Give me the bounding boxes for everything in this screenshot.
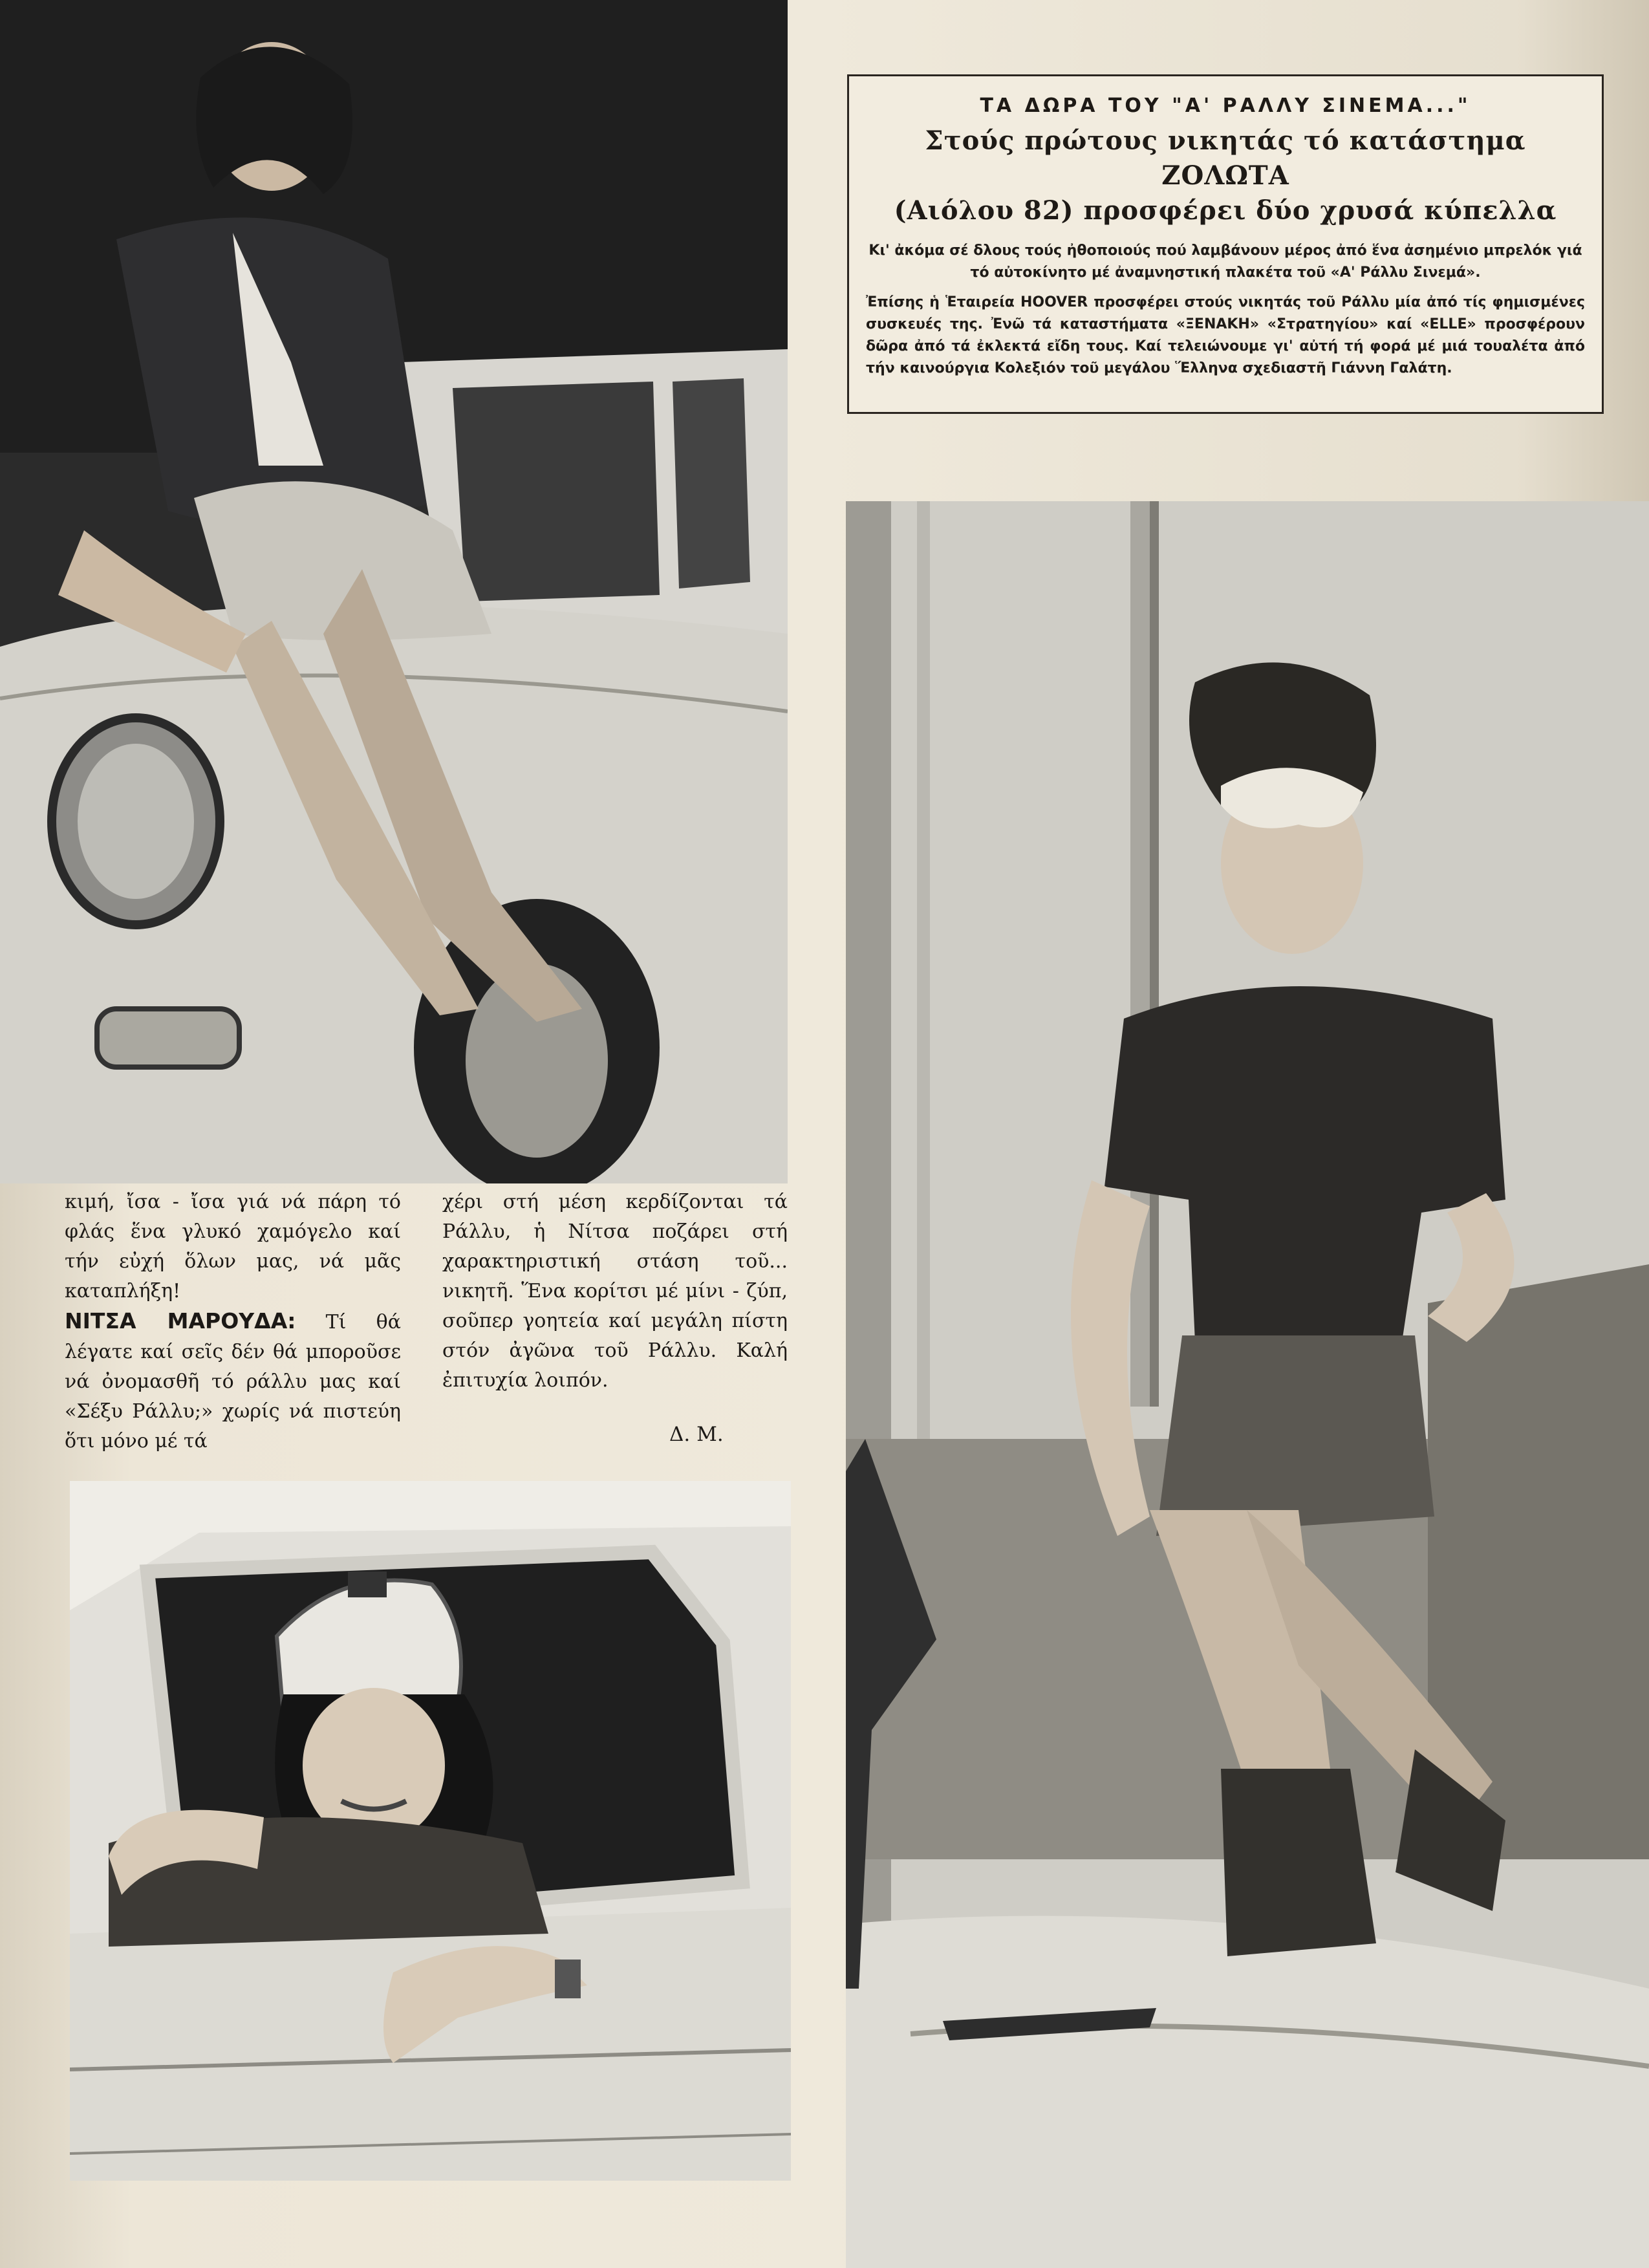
article-column-1-lead-paragraph <box>65 1306 401 1456</box>
top-left-photo <box>0 0 788 1183</box>
announcement-headline-line1: Στούς πρώτους νικητάς τό κατάστημα ΖΟΛΩΤΑ <box>925 125 1526 191</box>
woman-in-car-image <box>70 1481 791 2181</box>
prizes-announcement-box <box>847 74 1604 414</box>
announcement-kicker: ΤΑ ΔΩΡΑ ΤΟΥ "Α' ΡΑΛΛΥ ΣΙΝΕΜΑ..." <box>980 94 1471 117</box>
article-column-2 <box>442 1187 788 1396</box>
announcement-paragraph-1: Κι' ἀκόμα σέ δλους τούς ἠθοποιούς πού λαμβάνουν μέρος ἀπό ἕνα ἀσημένιο μπρελόκ γιά τό αὐτοκίνητο μέ ἀναμνηστική πλακέτα τοῦ «Α' Ράλλυ Σινεμά». <box>868 243 1582 281</box>
right-photo <box>846 501 1649 2268</box>
woman-on-car-image <box>0 0 788 1183</box>
announcement-body <box>866 240 1585 380</box>
article-column-1-text: κιμή, ἴσα - ἴσα γιά νά πάρη τό φλάς ἕνα γλυκό χαμόγελο καί τήν εὐχή ὅλων μας, νά μᾶς καταπλήξη! <box>65 1191 401 1302</box>
author-signature: Δ. Μ. <box>669 1423 724 1446</box>
bottom-left-photo <box>70 1481 791 2181</box>
woman-posing-image <box>846 501 1649 2268</box>
article-column-1 <box>65 1187 401 1456</box>
announcement-headline-line2: (Αιόλου 82) προσφέρει δύο χρυσά κύπελλα <box>894 195 1557 226</box>
announcement-paragraph-2: Ἐπίσης ἡ Ἑταιρεία HOOVER προσφέρει στούς νικητάς τοῦ Ράλλυ μία ἀπό τίς φημισμένες συσκευές της. Ἐνῶ τά καταστήματα «ΞΕΝΑΚΗ» «Στρατηγίου» καί «ELLE» προσφέρουν δῶρα ἀπό τά ἐκλεκτά εἴδη τους. Καί τελειώνουμε γι' αὐτή τή φορά μέ μιά τουαλέτα ἀπό τήν καινούργια Κολεξιόν τοῦ μεγάλου Ἕλληνα σχεδιαστῆ Γιάννη Γαλάτη. <box>866 294 1585 376</box>
article-column-1-continuation: Τί θά λέγατε καί σεῖς δέν θά μποροῦσε νά ὀνομασθῆ τό ράλλυ μας καί «Σέξυ Ράλλυ;» χωρίς νά πιστεύη ὅτι μόνο μέ τά <box>65 1311 401 1453</box>
article-lead-name: ΝΙΤΣΑ ΜΑΡΟΥΔΑ: <box>65 1308 296 1334</box>
article-column-2-text: χέρι στή μέση κερδίζονται τά Ράλλυ, ἡ Νίτσα ποζάρει στή χαρακτηριστική στάση τοῦ... νικητῆ. Ἕνα κορίτσι μέ μίνι - ζύπ, σοῦπερ γοητεία καί μεγάλη πίστη στόν ἀγῶνα τοῦ Ράλλυ. Καλή ἐπιτυχία λοιπόν. <box>442 1191 788 1392</box>
